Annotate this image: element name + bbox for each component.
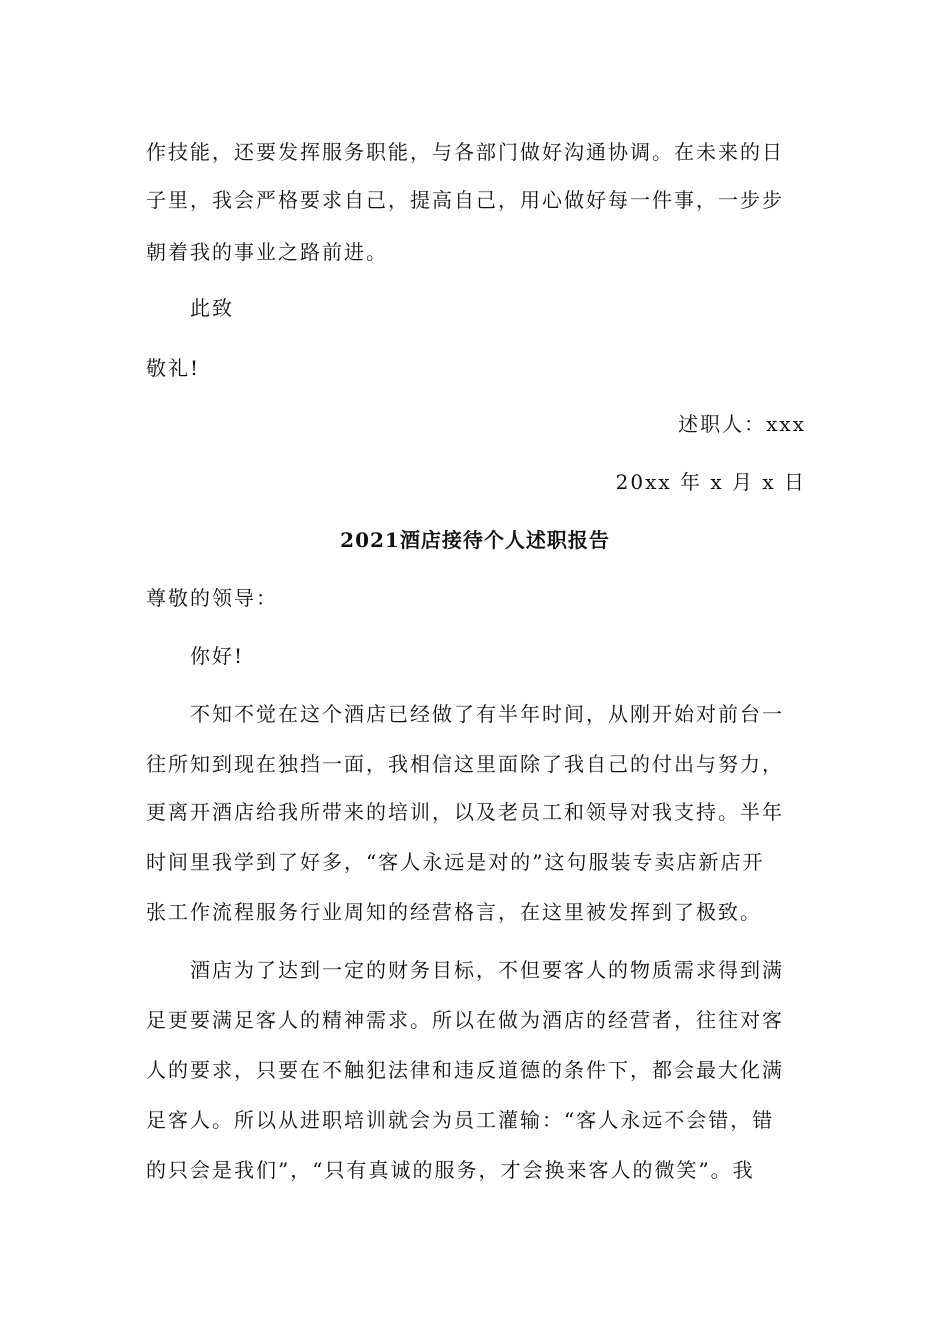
paragraph-line: 的只会是我们”，“只有真诚的服务，才会换来客人的微笑”。我	[146, 1158, 755, 1182]
report-title: 2021酒店接待个人述职报告	[340, 528, 610, 552]
paragraph-line: 作技能，还要发挥服务职能，与各部门做好沟通协调。在未来的日	[146, 140, 784, 164]
paragraph-line: 足客人。所以从进职培训就会为员工灌输：“客人永远不会错，错	[146, 1108, 775, 1132]
closing-text: 此致	[190, 296, 234, 320]
addressee-text: 尊敬的领导：	[146, 586, 278, 610]
signature-text: 述职人：xxx	[678, 412, 806, 436]
paragraph-line: 时间里我学到了好多，“客人永远是对的”这句服装专卖店新店开	[146, 850, 765, 874]
paragraph-line: 更离开酒店给我所带来的培训，以及老员工和领导对我支持。半年	[146, 800, 784, 824]
date-text: 20xx 年 x 月 x 日	[615, 470, 806, 494]
paragraph-line: 酒店为了达到一定的财务目标，不但要客人的物质需求得到满	[190, 958, 784, 982]
paragraph-line: 足更要满足客人的精神需求。所以在做为酒店的经营者，往往对客	[146, 1008, 784, 1032]
salute-text: 敬礼!	[146, 356, 201, 380]
greeting-text: 你好!	[190, 644, 245, 668]
paragraph-line: 人的要求，只要在不触犯法律和违反道德的条件下，都会最大化满	[146, 1058, 784, 1082]
paragraph-line: 往所知到现在独挡一面，我相信这里面除了我自己的付出与努力，	[146, 752, 784, 776]
paragraph-line: 不知不觉在这个酒店已经做了有半年时间，从刚开始对前台一	[190, 702, 784, 726]
paragraph-line: 朝着我的事业之路前进。	[146, 240, 388, 264]
paragraph-line: 张工作流程服务行业周知的经营格言，在这里被发挥到了极致。	[146, 900, 762, 924]
paragraph-line: 子里，我会严格要求自己，提高自己，用心做好每一件事，一步步	[146, 188, 784, 212]
